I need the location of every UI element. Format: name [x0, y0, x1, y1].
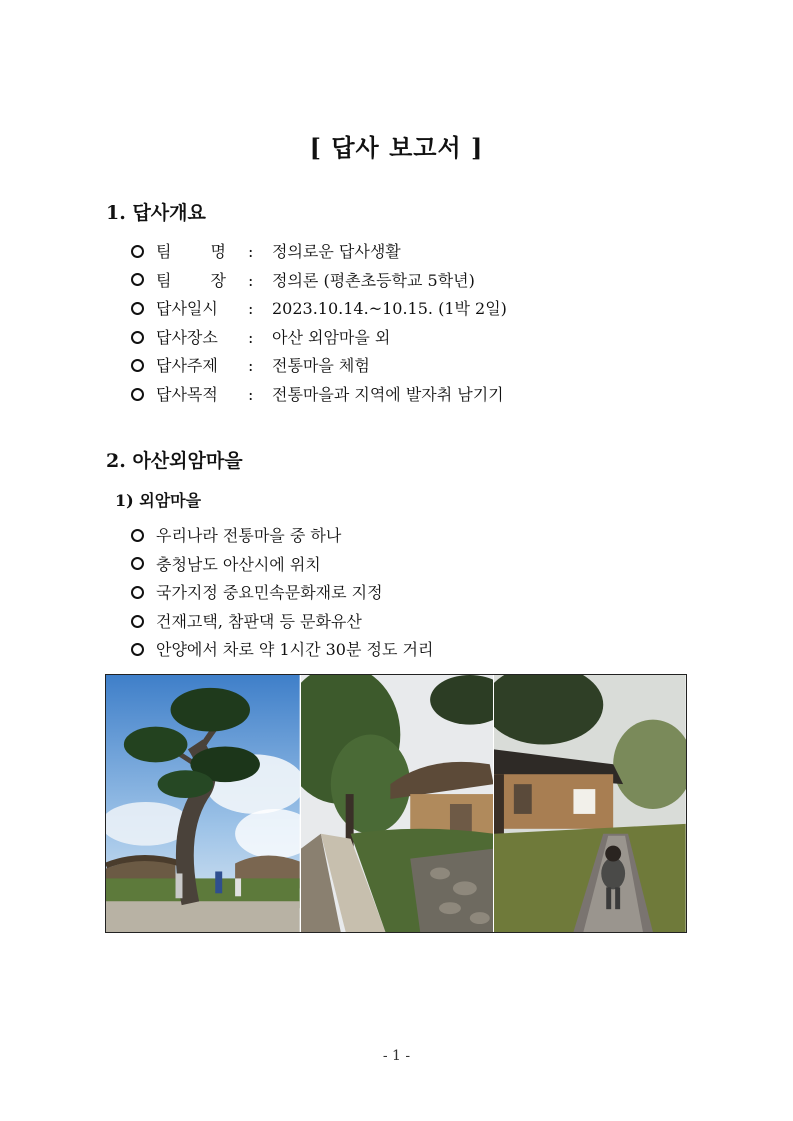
colon: : — [248, 327, 254, 347]
colon: : — [248, 242, 254, 261]
list-item — [131, 608, 433, 637]
circle-bullet-icon — [131, 273, 144, 286]
circle-bullet-icon — [131, 245, 144, 258]
overview-value: 정의로운 답사생활 — [272, 242, 401, 261]
photo-stone-wall-path — [300, 675, 494, 932]
list-item — [131, 267, 507, 296]
list-item — [131, 238, 507, 267]
list-item-text: 안양에서 차로 약 1시간 30분 정도 거리 — [156, 640, 434, 660]
overview-key: 답사장소 — [156, 327, 218, 347]
village-facts-list — [131, 522, 433, 665]
photo-strip — [105, 674, 687, 933]
circle-bullet-icon — [131, 388, 144, 401]
overview-value: 전통마을과 지역에 발자취 남기기 — [272, 384, 504, 404]
list-item — [131, 636, 433, 665]
list-item — [131, 324, 507, 353]
list-item-text: 건재고택, 참판댁 등 문화유산 — [156, 611, 362, 631]
circle-bullet-icon — [131, 331, 144, 344]
colon: : — [248, 384, 254, 404]
overview-value: 정의론 (평촌초등학교 5학년) — [272, 270, 475, 290]
list-item — [131, 522, 433, 551]
list-item — [131, 352, 507, 381]
photo-old-tree — [106, 675, 300, 932]
circle-bullet-icon — [131, 359, 144, 372]
subsection-heading: 1) 외암마을 — [115, 491, 202, 510]
list-item-text: 충청남도 아산시에 위치 — [156, 554, 321, 574]
overview-value: 2023.10.14.~10.15. (1박 2일) — [272, 299, 507, 319]
overview-key: 답사일시 — [156, 299, 218, 319]
circle-bullet-icon — [131, 615, 144, 628]
colon: : — [248, 356, 254, 376]
overview-value: 아산 외암마을 외 — [272, 327, 391, 347]
overview-key: 팀 장 — [156, 270, 226, 290]
section-2-heading: 2. 아산외암마을 — [106, 450, 243, 472]
colon: : — [248, 270, 254, 290]
list-item — [131, 295, 507, 324]
circle-bullet-icon — [131, 557, 144, 570]
overview-list — [131, 238, 507, 410]
overview-key: 답사목적 — [156, 384, 218, 404]
circle-bullet-icon — [131, 586, 144, 599]
circle-bullet-icon — [131, 643, 144, 656]
overview-key: 답사주제 — [156, 356, 218, 376]
colon: : — [248, 299, 254, 319]
page-number: - 1 - — [382, 1048, 411, 1064]
list-item — [131, 579, 433, 608]
overview-value: 전통마을 체험 — [272, 356, 370, 376]
circle-bullet-icon — [131, 302, 144, 315]
section-1-heading: 1. 답사개요 — [106, 202, 206, 224]
list-item — [131, 381, 507, 410]
list-item-text: 국가지정 중요민속문화재로 지정 — [156, 583, 383, 603]
circle-bullet-icon — [131, 529, 144, 542]
document-title: [ 답사 보고서 ] — [309, 133, 484, 162]
overview-key: 팀 명 — [156, 242, 226, 261]
photo-traditional-house — [493, 675, 686, 932]
list-item-text: 우리나라 전통마을 중 하나 — [156, 526, 342, 545]
list-item — [131, 551, 433, 580]
